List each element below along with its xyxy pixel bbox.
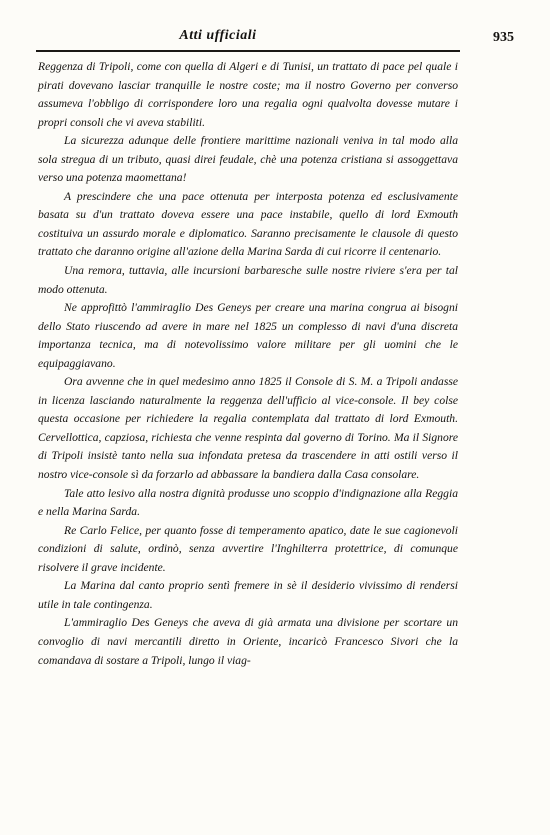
paragraph: Una remora, tuttavia, alle incursioni barbaresche sulle nostre riviere s'era per tal modo ottenuta. [38,264,458,296]
paragraph: Ora avvenne che in quel medesimo anno 1825 il Console di S. M. a Tripoli andasse in licenza lasciando naturalmente la reggenza dell'ufficio al vice-console. Il bey colse questa occasione per richiedere la regalia contemplata dal trattato di lord Exmouth. Cervellottica, capziosa, richiesta che venne respinta dal governo di Torino. Ma il Signore di Tripoli insistè tanto nella sua infondata pretesa da trascendere in atti ostili verso il nostro vice-console sì da forzarlo ad abbassare la bandiera dalla Casa consolare. [38,375,458,482]
paragraph: Tale atto lesivo alla nostra dignità produsse uno scoppio d'indignazione alla Reggia e nella Marina Sarda. [38,486,458,519]
paragraph: A prescindere che una pace ottenuta per interposta potenza ed esclusivamente basata su d'un trattato doveva essere una pace instabile, quello di lord Exmouth costituiva un assurdo morale e diplomatico. Saranno precisamente le clausole di questo trattato che daranno origine all'azione della Marina Sarda di cui ricorre il centenario. [38,189,458,259]
paragraph: La sicurezza adunque delle frontiere marittime nazionali veniva in tal modo alla sola stregua di un tributo, quasi direi feudale, chè una potenza cristiana si assoggettava verso una potenza maomettana! [38,134,458,185]
paragraph: La Marina dal canto proprio sentì fremere in sè il desiderio vivissimo di rendersi utile in tale contingenza. [38,579,458,611]
body-text [38,58,458,670]
header-rule [36,50,460,52]
page-header [38,28,514,50]
paragraph: L'ammiraglio Des Geneys che aveva di già armata una divisione per scortare un convoglio di navi mercantili diretto in Oriente, incaricò Francesco Sivori che la comandava di sostare a Tripoli, lungo il viag- [38,616,458,667]
page-number: 935 [493,30,514,45]
paragraph: Ne approfittò l'ammiraglio Des Geneys per creare una marina congrua ai bisogni dello Stato riuscendo ad avere in mare nel 1825 un complesso di navi d'una discreta importanza tecnica, ma di notevolissimo valore militare per gli uomini che le equipaggiavano. [38,301,458,370]
paragraph: Reggenza di Tripoli, come con quella di Algeri e di Tunisi, un trattato di pace pel quale i pirati dovevano lasciar tranquille le nostre coste; ma il nostro Governo per converso assumeva l'obbligo di corrispondere loro una regalia ogni qualvolta dovesse mutare i propri consoli che vi aveva stabiliti. [38,60,458,129]
paragraph: Re Carlo Felice, per quanto fosse di temperamento apatico, date le sue cagionevoli condizioni di salute, ordinò, senza avvertire l'Inghilterra protettrice, di comunque risolvere il grave incidente. [38,523,458,574]
running-title: Atti ufficiali [179,28,257,43]
